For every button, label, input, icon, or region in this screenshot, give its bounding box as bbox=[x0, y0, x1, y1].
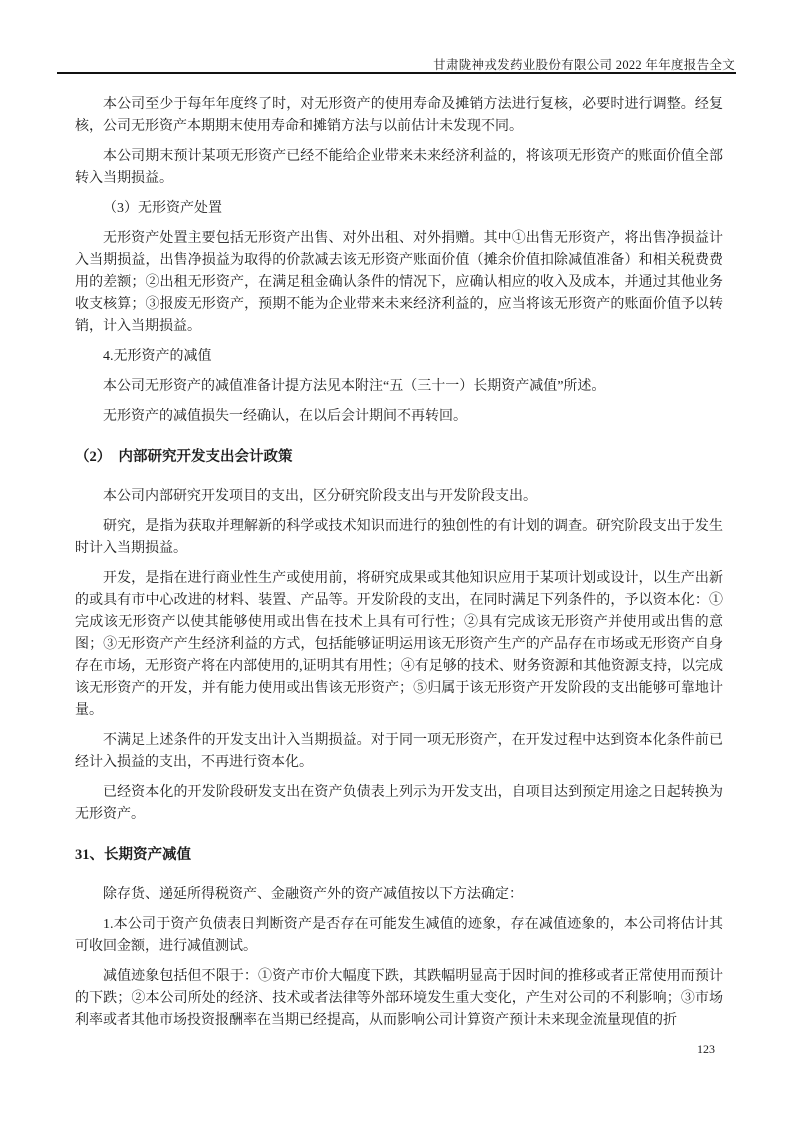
header-title: 甘肃陇神戎发药业股份有限公司 2022 年年度报告全文 bbox=[433, 58, 735, 72]
paragraph-amortization-review: 本公司至少于每年年度终了时，对无形资产的使用寿命及摊销方法进行复核，必要时进行调整。经复核，公司无形资产本期期末使用寿命和摊销方法与以前估计未发现不同。 bbox=[75, 97, 723, 134]
paragraph-impairment-no-reversal: 无形资产的减值损失一经确认，在以后会计期间不再转回。 bbox=[103, 409, 467, 424]
paragraph-impairment-indicators: 减值迹象包括但不限于：①资产市价大幅度下跌，其跌幅明显高于因时间的推移或者正常使用而预计的下跌；②本公司所处的经济、技术或者法律等外部环境发生重大变化，产生对公司的不利影响；③市场利率或者其他市场投资报酬率在当期已经提高，从而影响公司计算资产预计未来现金流量现值的折 bbox=[75, 969, 723, 1028]
paragraph-development-definition: 开发，是指在进行商业性生产或使用前，将研究成果或其他知识应用于某项计划或设计，以生产出新的或具有市中心改进的材料、装置、产品等。开发阶段的支出，在同时满足下列条件的，予以资本化：①完成该无形资产以使其能够使用或出售在技术上具有可行性；②具有完成该无形资产并使用或出售的意图；③无形资产产生经济利益的方式，包括能够证明运用该无形资产生产的产品存在市场或无形资产自身存在市场，无形资产将在内部使用的,证明其有用性；④有足够的技术、财务资源和其他资源支持，以完成该无形资产的开发，并有能力使用或出售该无形资产；⑤归属于该无形资产开发阶段的支出能够可靠地计量。 bbox=[75, 571, 723, 718]
heading-long-term-asset-impairment: 31、长期资产减值 bbox=[75, 847, 191, 863]
paragraph-capitalized-development: 已经资本化的开发阶段研发支出在资产负债表上列示为开发支出，自项目达到预定用途之日起转换为无形资产。 bbox=[75, 785, 723, 822]
heading-internal-rd-policy: （2） 内部研究开发支出会计政策 bbox=[75, 449, 293, 465]
paragraph-impairment-method-reference: 本公司无形资产的减值准备计提方法见本附注“五（三十一）长期资产减值”所述。 bbox=[103, 379, 606, 394]
paragraph-research-definition: 研究，是指为获取并理解新的科学或技术知识而进行的独创性的有计划的调查。研究阶段支出于发生时计入当期损益。 bbox=[75, 519, 723, 556]
paragraph-non-qualifying-expenditure: 不满足上述条件的开发支出计入当期损益。对于同一项无形资产，在开发过程中达到资本化条件前已经计入损益的支出，不再进行资本化。 bbox=[75, 733, 723, 770]
subheading-intangible-impairment: 4.无形资产的减值 bbox=[103, 349, 212, 364]
paragraph-impairment-scope: 除存货、递延所得税资产、金融资产外的资产减值按以下方法确定： bbox=[103, 887, 523, 902]
paragraph-derecognition-expectation: 本公司期末预计某项无形资产已经不能给企业带来未来经济利益的，将该项无形资产的账面价值全部转入当期损益。 bbox=[75, 149, 723, 186]
paragraph-intangible-disposal-detail: 无形资产处置主要包括无形资产出售、对外出租、对外捐赠。其中①出售无形资产，将出售净损益计入当期损益，出售净损益为取得的价款减去该无形资产账面价值（摊余价值扣除减值准备）和相关税费费用的差额；②出租无形资产，在满足租金确认条件的情况下，应确认相应的收入及成本，并通过其他业务收支核算；③报废无形资产，预期不能为企业带来未来经济利益的，应当将该无形资产的账面价值予以转销，计入当期损益。 bbox=[75, 231, 723, 334]
paragraph-rd-expenditure-split: 本公司内部研究开发项目的支出，区分研究阶段支出与开发阶段支出。 bbox=[103, 489, 537, 504]
subheading-intangible-disposal: （3）无形资产处置 bbox=[103, 201, 222, 216]
header-rule bbox=[57, 72, 736, 74]
document-content bbox=[75, 94, 723, 1040]
paragraph-impairment-test: 1.本公司于资产负债表日判断资产是否存在可能发生减值的迹象，存在减值迹象的，本公司将估计其可收回金额，进行减值测试。 bbox=[75, 917, 723, 954]
page-number: 123 bbox=[697, 1042, 715, 1056]
